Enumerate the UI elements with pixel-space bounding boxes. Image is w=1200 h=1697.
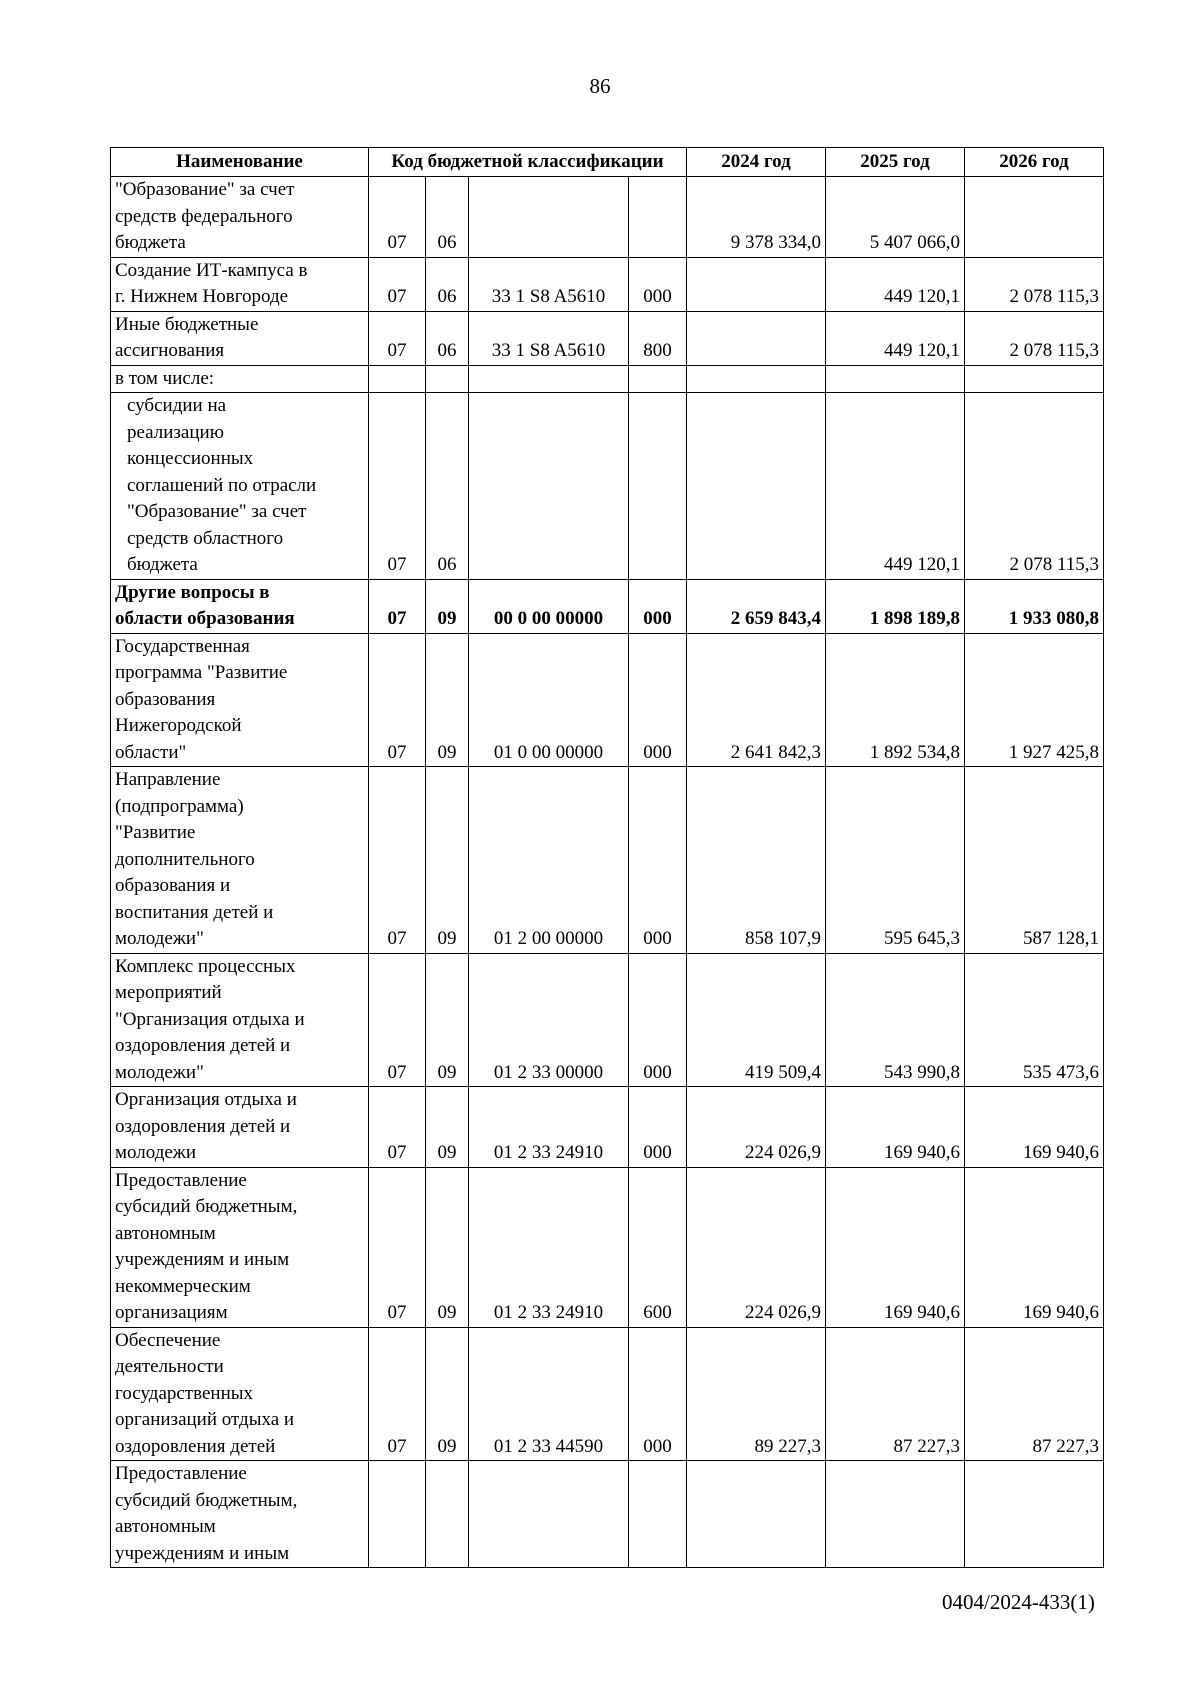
cell-subsection: 09 bbox=[426, 953, 469, 1087]
row-name bbox=[111, 953, 369, 1087]
header-2025: 2025 год bbox=[826, 148, 965, 177]
row-name-line: Государственная bbox=[115, 635, 250, 657]
cell-2026: 587 128,1 bbox=[965, 767, 1104, 954]
row-name-line: Организация отдыха и bbox=[115, 1089, 297, 1110]
row-name-line: деятельности bbox=[115, 1356, 224, 1377]
header-code: Код бюджетной классификации bbox=[369, 148, 687, 177]
cell-section: 07 bbox=[369, 177, 426, 258]
cell-subsection bbox=[426, 365, 469, 393]
cell-expense-type: 600 bbox=[629, 1167, 687, 1327]
cell-section: 07 bbox=[369, 579, 426, 633]
row-name-line: учреждениям и иным bbox=[115, 1542, 290, 1564]
cell-expense-type bbox=[629, 365, 687, 393]
cell-target-article: 01 0 00 00000 bbox=[469, 633, 629, 767]
cell-target-article bbox=[469, 365, 629, 393]
row-name-line: организациям bbox=[115, 1302, 228, 1323]
header-name: Наименование bbox=[111, 148, 369, 177]
cell-2025 bbox=[826, 365, 965, 393]
cell-2026 bbox=[965, 365, 1104, 393]
cell-expense-type: 000 bbox=[629, 257, 687, 311]
table-row bbox=[111, 177, 1104, 258]
table-row bbox=[111, 365, 1104, 393]
cell-2026: 2 078 115,3 bbox=[965, 311, 1104, 365]
row-name-line: субсидий бюджетным, bbox=[115, 1489, 298, 1511]
row-name-line: оздоровления детей bbox=[115, 1435, 276, 1457]
cell-2025: 1 898 189,8 bbox=[826, 579, 965, 633]
cell-subsection: 06 bbox=[426, 177, 469, 258]
cell-expense-type: 000 bbox=[629, 953, 687, 1087]
row-name-line: области" bbox=[115, 741, 187, 763]
row-name-line: мероприятий bbox=[115, 982, 222, 1003]
cell-2026: 87 227,3 bbox=[965, 1327, 1104, 1461]
row-name-line: бюджета bbox=[127, 554, 198, 575]
cell-subsection: 06 bbox=[426, 311, 469, 365]
cell-2026: 1 933 080,8 bbox=[965, 579, 1104, 633]
cell-subsection bbox=[426, 1461, 469, 1568]
row-name bbox=[111, 1327, 369, 1461]
row-name-line: (подпрограмма) bbox=[115, 795, 244, 817]
cell-2025: 595 645,3 bbox=[826, 767, 965, 954]
row-name-line: "Образование" за счет bbox=[127, 501, 307, 522]
cell-2026 bbox=[965, 177, 1104, 258]
cell-expense-type: 000 bbox=[629, 579, 687, 633]
cell-subsection: 09 bbox=[426, 767, 469, 954]
cell-target-article bbox=[469, 177, 629, 258]
cell-target-article: 01 2 00 00000 bbox=[469, 767, 629, 954]
row-name bbox=[111, 365, 369, 393]
row-name-line: Направление bbox=[115, 769, 221, 790]
cell-expense-type bbox=[629, 177, 687, 258]
row-name bbox=[111, 1461, 369, 1568]
cell-expense-type: 000 bbox=[629, 633, 687, 767]
row-name-line: субсидий бюджетным, bbox=[115, 1196, 298, 1217]
cell-expense-type bbox=[629, 1461, 687, 1568]
cell-subsection: 09 bbox=[426, 1167, 469, 1327]
row-name bbox=[111, 393, 369, 580]
cell-2024: 89 227,3 bbox=[687, 1327, 826, 1461]
cell-target-article bbox=[469, 393, 629, 580]
table-row bbox=[111, 633, 1104, 767]
row-name-line: Предоставление bbox=[115, 1463, 247, 1484]
cell-2025: 5 407 066,0 bbox=[826, 177, 965, 258]
row-name-line: субсидии на bbox=[127, 395, 227, 416]
row-name-line: концессионных bbox=[127, 448, 254, 469]
cell-subsection: 09 bbox=[426, 633, 469, 767]
row-name-line: образования bbox=[115, 688, 216, 710]
cell-target-article: 33 1 S8 A5610 bbox=[469, 257, 629, 311]
row-name bbox=[111, 633, 369, 767]
row-name-line: образования и bbox=[115, 875, 231, 896]
table-row bbox=[111, 1327, 1104, 1461]
row-name-line: молодежи" bbox=[115, 928, 204, 949]
cell-target-article: 01 2 33 24910 bbox=[469, 1087, 629, 1168]
row-name bbox=[111, 257, 369, 311]
cell-2026: 169 940,6 bbox=[965, 1167, 1104, 1327]
cell-target-article: 01 2 33 00000 bbox=[469, 953, 629, 1087]
cell-2025: 169 940,6 bbox=[826, 1167, 965, 1327]
table-row bbox=[111, 767, 1104, 954]
cell-2026 bbox=[965, 1461, 1104, 1568]
document-code: 0404/2024-433(1) bbox=[942, 1590, 1095, 1614]
cell-2026: 1 927 425,8 bbox=[965, 633, 1104, 767]
cell-section: 07 bbox=[369, 633, 426, 767]
cell-2024: 2 641 842,3 bbox=[687, 633, 826, 767]
row-name-line: области образования bbox=[115, 608, 295, 629]
row-name-line: Предоставление bbox=[115, 1169, 247, 1191]
row-name-line: программа "Развитие bbox=[115, 662, 288, 683]
row-name-line: Иные бюджетные bbox=[115, 313, 259, 335]
cell-subsection: 09 bbox=[426, 579, 469, 633]
cell-subsection: 06 bbox=[426, 257, 469, 311]
cell-2025: 169 940,6 bbox=[826, 1087, 965, 1168]
row-name-line: автономным bbox=[115, 1516, 216, 1537]
cell-subsection: 06 bbox=[426, 393, 469, 580]
cell-2025: 449 120,1 bbox=[826, 393, 965, 580]
row-name-line: "Организация отдыха и bbox=[115, 1008, 305, 1030]
cell-subsection: 09 bbox=[426, 1087, 469, 1168]
row-name-line: "Развитие bbox=[115, 822, 196, 843]
row-name-line: молодежи bbox=[115, 1142, 197, 1163]
row-name-line: соглашений по отрасли bbox=[127, 474, 317, 496]
cell-2026: 2 078 115,3 bbox=[965, 257, 1104, 311]
row-name-line: в том числе: bbox=[115, 367, 215, 389]
cell-section: 07 bbox=[369, 311, 426, 365]
row-name-line: Другие вопросы в bbox=[115, 581, 270, 603]
row-name bbox=[111, 1087, 369, 1168]
row-name-line: Комплекс процессных bbox=[115, 955, 296, 977]
cell-2025: 87 227,3 bbox=[826, 1327, 965, 1461]
cell-2024 bbox=[687, 257, 826, 311]
cell-2025: 449 120,1 bbox=[826, 257, 965, 311]
cell-2024 bbox=[687, 1461, 826, 1568]
cell-section bbox=[369, 365, 426, 393]
cell-2025: 543 990,8 bbox=[826, 953, 965, 1087]
cell-target-article: 33 1 S8 A5610 bbox=[469, 311, 629, 365]
row-name-line: средств областного bbox=[127, 527, 284, 549]
cell-section: 07 bbox=[369, 1327, 426, 1461]
cell-2025 bbox=[826, 1461, 965, 1568]
cell-2025: 1 892 534,8 bbox=[826, 633, 965, 767]
table-row bbox=[111, 311, 1104, 365]
cell-2024: 858 107,9 bbox=[687, 767, 826, 954]
cell-target-article: 01 2 33 44590 bbox=[469, 1327, 629, 1461]
row-name-line: организаций отдыха и bbox=[115, 1409, 295, 1430]
row-name-line: автономным bbox=[115, 1222, 216, 1244]
budget-table bbox=[110, 147, 1104, 1568]
cell-2026: 535 473,6 bbox=[965, 953, 1104, 1087]
cell-target-article bbox=[469, 1461, 629, 1568]
row-name-line: учреждениям и иным bbox=[115, 1249, 290, 1270]
cell-section: 07 bbox=[369, 1167, 426, 1327]
row-name-line: г. Нижнем Новгороде bbox=[115, 286, 289, 307]
table-row bbox=[111, 393, 1104, 580]
cell-2024: 2 659 843,4 bbox=[687, 579, 826, 633]
row-name-line: ассигнования bbox=[115, 340, 225, 361]
row-name-line: воспитания детей и bbox=[115, 901, 274, 923]
cell-section: 07 bbox=[369, 953, 426, 1087]
row-name-line: "Образование" за счет bbox=[115, 179, 295, 200]
cell-2026: 2 078 115,3 bbox=[965, 393, 1104, 580]
cell-expense-type: 000 bbox=[629, 1087, 687, 1168]
table-row bbox=[111, 579, 1104, 633]
cell-expense-type: 000 bbox=[629, 1327, 687, 1461]
cell-2024 bbox=[687, 393, 826, 580]
row-name-line: бюджета bbox=[115, 232, 186, 253]
row-name bbox=[111, 767, 369, 954]
row-name bbox=[111, 177, 369, 258]
row-name-line: Создание ИТ-кампуса в bbox=[115, 259, 308, 281]
cell-2024 bbox=[687, 311, 826, 365]
cell-2024: 224 026,9 bbox=[687, 1167, 826, 1327]
table-header-row bbox=[111, 148, 1104, 177]
row-name bbox=[111, 311, 369, 365]
cell-2026: 169 940,6 bbox=[965, 1087, 1104, 1168]
row-name-line: молодежи" bbox=[115, 1061, 204, 1083]
row-name-line: средств федерального bbox=[115, 205, 293, 227]
cell-2024: 224 026,9 bbox=[687, 1087, 826, 1168]
table-row bbox=[111, 1167, 1104, 1327]
cell-section bbox=[369, 1461, 426, 1568]
cell-2024 bbox=[687, 365, 826, 393]
cell-target-article: 01 2 33 24910 bbox=[469, 1167, 629, 1327]
cell-expense-type bbox=[629, 393, 687, 580]
cell-section: 07 bbox=[369, 767, 426, 954]
cell-expense-type: 800 bbox=[629, 311, 687, 365]
cell-section: 07 bbox=[369, 1087, 426, 1168]
row-name bbox=[111, 1167, 369, 1327]
cell-2025: 449 120,1 bbox=[826, 311, 965, 365]
cell-expense-type: 000 bbox=[629, 767, 687, 954]
row-name-line: некоммерческим bbox=[115, 1275, 251, 1297]
row-name-line: Обеспечение bbox=[115, 1329, 221, 1351]
row-name-line: реализацию bbox=[127, 421, 224, 443]
row-name-line: государственных bbox=[115, 1382, 254, 1404]
table-row bbox=[111, 257, 1104, 311]
cell-section: 07 bbox=[369, 257, 426, 311]
header-2024: 2024 год bbox=[687, 148, 826, 177]
page-number: 86 bbox=[589, 74, 611, 98]
table-row bbox=[111, 953, 1104, 1087]
row-name bbox=[111, 579, 369, 633]
cell-subsection: 09 bbox=[426, 1327, 469, 1461]
cell-target-article: 00 0 00 00000 bbox=[469, 579, 629, 633]
row-name-line: оздоровления детей и bbox=[115, 1035, 291, 1056]
row-name-line: оздоровления детей и bbox=[115, 1115, 291, 1137]
cell-2024: 419 509,4 bbox=[687, 953, 826, 1087]
table-row bbox=[111, 1461, 1104, 1568]
cell-section: 07 bbox=[369, 393, 426, 580]
header-2026: 2026 год bbox=[965, 148, 1104, 177]
cell-2024: 9 378 334,0 bbox=[687, 177, 826, 258]
row-name-line: Нижегородской bbox=[115, 715, 242, 736]
table-row bbox=[111, 1087, 1104, 1168]
row-name-line: дополнительного bbox=[115, 848, 255, 870]
